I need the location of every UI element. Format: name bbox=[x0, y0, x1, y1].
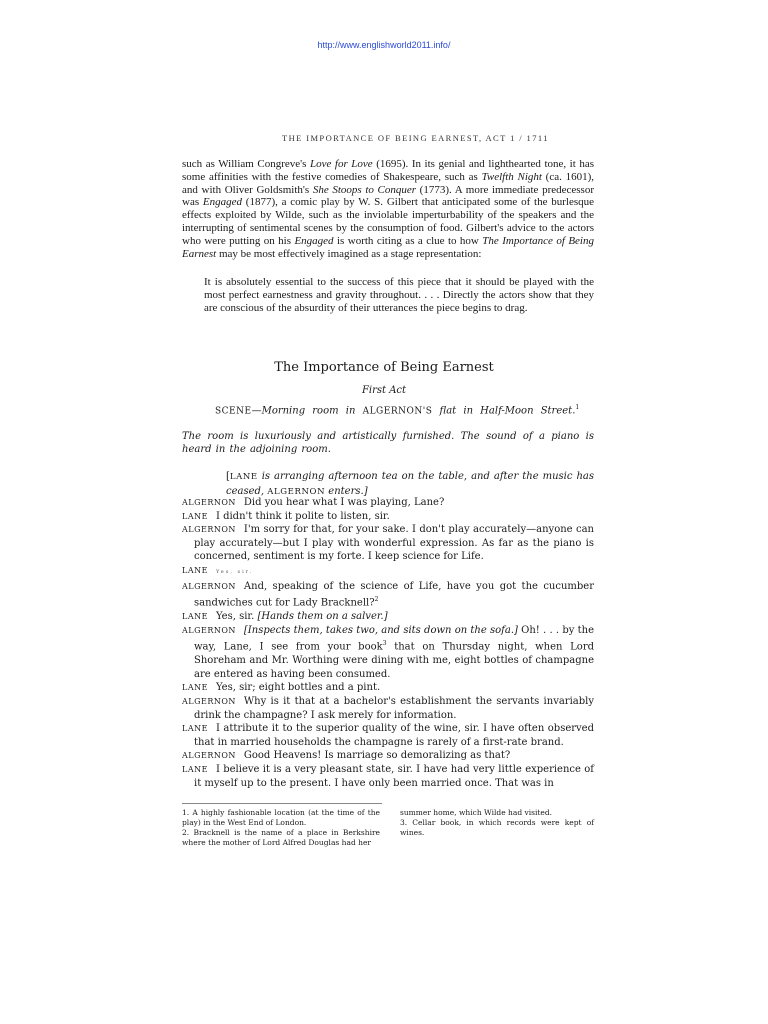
speech: LANE I attribute it to the superior quality of the wine, sir. I have often observed that in married households the champagne is rarely of a first-rate brand. bbox=[182, 723, 594, 748]
speech: ALGERNON Did you hear what I was playing, Lane? bbox=[182, 497, 445, 508]
speaker-name: LANE bbox=[182, 612, 208, 622]
speaker-name: ALGERNON bbox=[182, 498, 236, 507]
act-heading: First Act bbox=[361, 385, 407, 396]
gilbert-quote: It is absolutely essential to the success of this piece that it should be played with the most perfect earnestness and gravity throughout. . . . Directly the actors show that they are conscious of the absurdity of their utterances the piece begins to drag. bbox=[204, 276, 594, 314]
speaker-name: ALGERNON bbox=[182, 751, 236, 761]
stage-direction-inline: [Hands them on a salver.] bbox=[257, 611, 388, 623]
speaker-name: ALGERNON bbox=[182, 625, 236, 635]
scene-label: SCENE bbox=[215, 406, 252, 417]
footnote-2-continued: summer home, which Wilde had visited. bbox=[400, 808, 553, 817]
speaker-name: LANE bbox=[182, 724, 208, 734]
footnote-rule bbox=[182, 803, 382, 804]
speaker-name: LANE bbox=[182, 565, 208, 575]
speaker-name: LANE bbox=[182, 764, 208, 774]
title-twelfth-night: Twelfth Night bbox=[481, 170, 542, 183]
footnote-1: 1. A highly fashionable location (at the time of the play) in the West End of London. bbox=[182, 808, 380, 827]
footnote-ref-1: 1 bbox=[575, 404, 580, 411]
footnote-ref-3: 3 bbox=[382, 640, 387, 648]
speaker-name: ALGERNON bbox=[182, 525, 236, 535]
dialogue bbox=[182, 496, 594, 790]
speech: LANE I didn't think it polite to listen, sir. bbox=[182, 510, 390, 522]
title-engaged: Engaged bbox=[202, 196, 242, 209]
scene-heading: SCENE—Morning room in ALGERNON'S flat in Half-Moon Street.$^1$ bbox=[215, 404, 580, 417]
speech: ALGERNON I'm sorry for that, for your sake. I don't play accurately—anyone can play accurately—but I play with wonderful expression. As far as the piano is concerned, sentiment is my forte. I keep science for Life. bbox=[182, 524, 594, 563]
direction-lane: LANE bbox=[229, 472, 258, 482]
footnote-ref-2: 2 bbox=[374, 596, 379, 604]
speech-text-faint: Yes, sir. bbox=[215, 568, 254, 575]
scene-name: ALGERNON'S bbox=[362, 406, 433, 417]
footnotes-right-column bbox=[400, 808, 594, 838]
title-engaged-2: Engaged bbox=[294, 234, 334, 247]
direction-algernon: ALGERNON bbox=[267, 486, 326, 497]
speaker-name: ALGERNON bbox=[182, 581, 236, 591]
play-title: The Importance of Being Earnest bbox=[274, 360, 494, 375]
speech: ALGERNON Good Heavens! Is marriage so demoralizing as that? bbox=[182, 750, 511, 762]
speech: ALGERNON And, speaking of the science of Life, have you got the cucumber sandwiches cut for Lady Bracknell?$^2$ bbox=[182, 580, 594, 609]
speech: LANE Yes, sir; eight bottles and a pint. bbox=[182, 682, 381, 694]
stage-direction-inline: [Inspects them, takes two, and sits down on the sofa.] bbox=[243, 624, 518, 636]
speech bbox=[182, 564, 594, 580]
title-love-for-love: Love for Love bbox=[309, 158, 373, 170]
footnote-2: 2. Bracknell is the name of a place in Berkshire where the mother of Lord Alfred Douglas had her bbox=[182, 828, 380, 847]
footnote-3: 3. Cellar book, in which records were kept of wines. bbox=[400, 818, 594, 837]
title-she-stoops: She Stoops to Conquer bbox=[312, 183, 417, 196]
speech: LANE I believe it is a very pleasant state, sir. I have had very little experience of it myself up to the present. I have only been married once. That was in bbox=[182, 763, 594, 789]
footnotes-left-column bbox=[182, 808, 380, 848]
speaker-name: LANE bbox=[182, 511, 208, 521]
speech: ALGERNON Why is it that at a bachelor's establishment the servants invariably drink the champagne? I ask merely for information. bbox=[182, 695, 594, 721]
speech: LANE Yes, sir. [Hands them on a salver.] bbox=[182, 611, 388, 623]
setting-description: The room is luxuriously and artistically furnished. The sound of a piano is heard in the adjoining room. bbox=[182, 431, 594, 455]
speaker-name: ALGERNON bbox=[182, 696, 236, 706]
running-head: THE IMPORTANCE OF BEING EARNEST, ACT 1 / 1711 bbox=[282, 133, 549, 143]
title-importance: The Importance of Being Earnest bbox=[182, 234, 594, 260]
source-url-link[interactable]: http://www.englishworld2011.info/ bbox=[317, 40, 451, 50]
speech: ALGERNON [Inspects them, takes two, and sits down on the sofa.] Oh! . . . by the way, Lane, I see from your book$^3$ that on Thursday night, when Lord Shoreham and Mr. Worthing were dining with me, eight bottles of champagne are entered as having been consumed. bbox=[182, 624, 594, 680]
speaker-name: LANE bbox=[182, 683, 208, 693]
intro-paragraph: such as William Congreve's Love for Love (1695). In its genial and lighthearted tone, it has some affinities with the festive comedies of Shakespeare, such as Twelfth Night (ca. 1601), and with Oliver Goldsmith's She Stoops to Conquer (1773). A more immediate predecessor was Engaged (1877), a comic play by W. S. Gilbert that anticipated some of the burlesque effects exploited by Wilde, such as the inviolable imperturbability of the speakers and the interrupting of sentimental scenes by the consumption of food. Gilbert's advice to the actors who were putting on his Engaged is worth citing as a clue to how The Importance of Being Earnest may be most effectively imagined as a stage representation: bbox=[182, 158, 595, 260]
stage-direction: [LANE is arranging afternoon tea on the table, and after the music has ceased, ALGERNON enters.] bbox=[226, 471, 594, 497]
